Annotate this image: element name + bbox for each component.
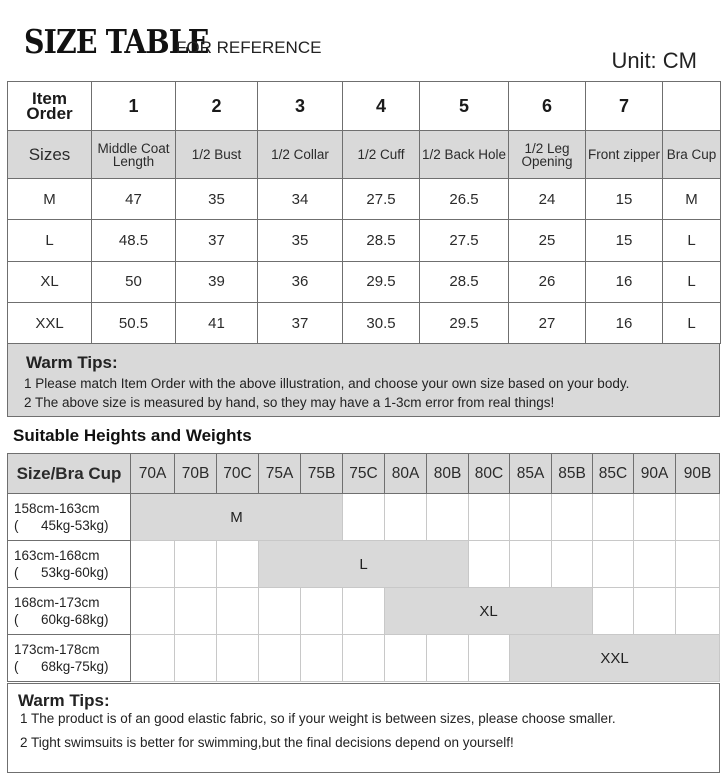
empty-cell xyxy=(469,541,510,588)
empty-cell xyxy=(552,541,593,588)
empty-cell xyxy=(676,494,720,541)
measurement-cell: 15 xyxy=(586,220,663,261)
empty-cell xyxy=(259,635,301,682)
weight-range: ( 45kg-53kg) xyxy=(14,518,109,533)
height-weight-row xyxy=(8,541,720,588)
weight-value: 68kg-75kg) xyxy=(41,659,109,674)
measurement-cell: 34 xyxy=(258,179,343,220)
empty-cell xyxy=(175,541,217,588)
measurement-cell: 16 xyxy=(586,302,663,343)
height-weight-row xyxy=(8,588,720,635)
measurement-cell: 37 xyxy=(258,302,343,343)
empty-cell xyxy=(175,588,217,635)
size-range-cell: L xyxy=(259,541,469,588)
measurement-cell: 50.5 xyxy=(92,302,176,343)
size-table xyxy=(7,81,721,344)
item-order-number: 5 xyxy=(420,82,509,131)
measurement-header: Middle Coat Length xyxy=(92,131,176,179)
measurement-cell: 26.5 xyxy=(420,179,509,220)
item-order-number: 6 xyxy=(509,82,586,131)
bra-cup-header: 85A xyxy=(510,454,552,494)
empty-cell xyxy=(131,541,175,588)
size-range-cell: M xyxy=(131,494,343,541)
page-title xyxy=(24,22,322,62)
unit-label: Unit: CM xyxy=(611,48,697,73)
measurement-cell: M xyxy=(663,179,721,220)
measurement-header: 1/2 Cuff xyxy=(343,131,420,179)
empty-cell xyxy=(676,588,720,635)
bra-cup-header: 80B xyxy=(427,454,469,494)
empty-cell xyxy=(676,541,720,588)
empty-cell xyxy=(343,588,385,635)
item-order-number: 2 xyxy=(176,82,258,131)
measurement-cell: 36 xyxy=(258,261,343,302)
empty-cell xyxy=(217,541,259,588)
size-row xyxy=(8,261,721,302)
empty-cell xyxy=(552,494,593,541)
item-order-row xyxy=(8,82,721,131)
bra-cup-header: 80C xyxy=(469,454,510,494)
measurement-cell: 28.5 xyxy=(343,220,420,261)
empty-cell xyxy=(131,635,175,682)
measurement-cell: 30.5 xyxy=(343,302,420,343)
measurement-cell: 39 xyxy=(176,261,258,302)
bra-cup-header: 85C xyxy=(593,454,634,494)
size-range-cell: XL xyxy=(385,588,593,635)
size-range-cell: XXL xyxy=(510,635,720,682)
item-order-number xyxy=(663,82,721,131)
empty-cell xyxy=(634,494,676,541)
item-order-number: 7 xyxy=(586,82,663,131)
heights-weights-title: Suitable Heights and Weights xyxy=(13,426,252,445)
warm-tip-line: 2 The above size is measured by hand, so they may have a 1-3cm error from real things! xyxy=(24,395,555,410)
height-range: 168cm-173cm xyxy=(14,595,100,610)
measurement-cell: 41 xyxy=(176,302,258,343)
bra-cup-header: 85B xyxy=(552,454,593,494)
empty-cell xyxy=(217,635,259,682)
measurement-header-row xyxy=(8,131,721,179)
measurement-cell: 47 xyxy=(92,179,176,220)
weight-value: 45kg-53kg) xyxy=(41,518,109,533)
sizes-label: Sizes xyxy=(8,131,92,179)
warm-tips-title: Warm Tips: xyxy=(26,353,118,372)
warm-tips-box xyxy=(7,343,720,417)
measurement-cell: 50 xyxy=(92,261,176,302)
measurement-cell: 37 xyxy=(176,220,258,261)
empty-cell xyxy=(510,541,552,588)
empty-cell xyxy=(385,635,427,682)
bra-cup-header: 80A xyxy=(385,454,427,494)
empty-cell xyxy=(634,588,676,635)
warm-tip-line: 1 Please match Item Order with the above illustration, and choose your own size based on your body. xyxy=(24,376,630,391)
measurement-cell: 16 xyxy=(586,261,663,302)
measurement-header: 1/2 Bust xyxy=(176,131,258,179)
measurement-cell: 24 xyxy=(509,179,586,220)
empty-cell xyxy=(510,494,552,541)
empty-cell xyxy=(385,494,427,541)
height-weight-label xyxy=(8,494,131,541)
measurement-header: 1/2 Leg Opening xyxy=(509,131,586,179)
warm-tips-title: Warm Tips: xyxy=(18,691,110,710)
size-table-title: SIZE TABLE xyxy=(24,22,209,61)
weight-range: ( 60kg-68kg) xyxy=(14,612,109,627)
empty-cell xyxy=(343,494,385,541)
measurement-cell: 35 xyxy=(176,179,258,220)
item-order-number: 4 xyxy=(343,82,420,131)
height-weight-label xyxy=(8,635,131,682)
empty-cell xyxy=(593,588,634,635)
measurement-cell: 35 xyxy=(258,220,343,261)
empty-cell xyxy=(593,541,634,588)
size-name-cell: M xyxy=(8,179,92,220)
measurement-cell: 27 xyxy=(509,302,586,343)
size-bra-cup-label: Size/Bra Cup xyxy=(8,454,131,494)
heights-weights-table xyxy=(7,453,720,682)
empty-cell xyxy=(217,588,259,635)
measurement-cell: L xyxy=(663,261,721,302)
warm-tip-line: 2 Tight swimsuits is better for swimming,but the final decisions depend on yourself! xyxy=(20,735,514,750)
bra-cup-header-row xyxy=(8,454,720,494)
measurement-cell: 28.5 xyxy=(420,261,509,302)
height-range: 163cm-168cm xyxy=(14,548,100,563)
measurement-cell: 27.5 xyxy=(420,220,509,261)
size-row xyxy=(8,179,721,220)
empty-cell xyxy=(301,588,343,635)
size-name-cell: XL xyxy=(8,261,92,302)
size-row xyxy=(8,220,721,261)
size-row xyxy=(8,302,721,343)
empty-cell xyxy=(593,494,634,541)
bra-cup-header: 75A xyxy=(259,454,301,494)
item-order-number: 3 xyxy=(258,82,343,131)
empty-cell xyxy=(131,588,175,635)
measurement-cell: L xyxy=(663,220,721,261)
measurement-header: 1/2 Collar xyxy=(258,131,343,179)
bra-cup-header: 70C xyxy=(217,454,259,494)
height-weight-row xyxy=(8,494,720,541)
height-weight-label xyxy=(8,541,131,588)
weight-value: 60kg-68kg) xyxy=(41,612,109,627)
empty-cell xyxy=(301,635,343,682)
measurement-cell: 15 xyxy=(586,179,663,220)
empty-cell xyxy=(469,494,510,541)
measurement-cell: 27.5 xyxy=(343,179,420,220)
measurement-cell: 29.5 xyxy=(420,302,509,343)
warm-tip-line: 1 The product is of an good elastic fabric, so if your weight is between sizes, please choose smaller. xyxy=(20,711,616,726)
height-weight-label xyxy=(8,588,131,635)
measurement-cell: 26 xyxy=(509,261,586,302)
height-range: 173cm-178cm xyxy=(14,642,100,657)
bra-cup-header: 70A xyxy=(131,454,175,494)
measurement-header: 1/2 Back Hole xyxy=(420,131,509,179)
for-reference-subtitle: FOR REFERENCE xyxy=(176,38,322,57)
empty-cell xyxy=(259,588,301,635)
bra-cup-header: 75C xyxy=(343,454,385,494)
item-order-number: 1 xyxy=(92,82,176,131)
measurement-header: Front zipper xyxy=(586,131,663,179)
weight-range: ( 53kg-60kg) xyxy=(14,565,109,580)
bra-cup-header: 90B xyxy=(676,454,720,494)
measurement-cell: 29.5 xyxy=(343,261,420,302)
empty-cell xyxy=(634,541,676,588)
empty-cell xyxy=(343,635,385,682)
bra-cup-header: 75B xyxy=(301,454,343,494)
measurement-header: Bra Cup xyxy=(663,131,721,179)
weight-range: ( 68kg-75kg) xyxy=(14,659,109,674)
empty-cell xyxy=(469,635,510,682)
bra-cup-header: 90A xyxy=(634,454,676,494)
height-weight-row xyxy=(8,635,720,682)
measurement-cell: L xyxy=(663,302,721,343)
measurement-cell: 25 xyxy=(509,220,586,261)
bra-cup-header: 70B xyxy=(175,454,217,494)
size-name-cell: L xyxy=(8,220,92,261)
item-order-label: Item Order xyxy=(8,82,92,131)
weight-value: 53kg-60kg) xyxy=(41,565,109,580)
empty-cell xyxy=(427,635,469,682)
size-name-cell: XXL xyxy=(8,302,92,343)
warm-tips-box xyxy=(7,683,720,773)
measurement-cell: 48.5 xyxy=(92,220,176,261)
empty-cell xyxy=(427,494,469,541)
empty-cell xyxy=(175,635,217,682)
height-range: 158cm-163cm xyxy=(14,501,100,516)
